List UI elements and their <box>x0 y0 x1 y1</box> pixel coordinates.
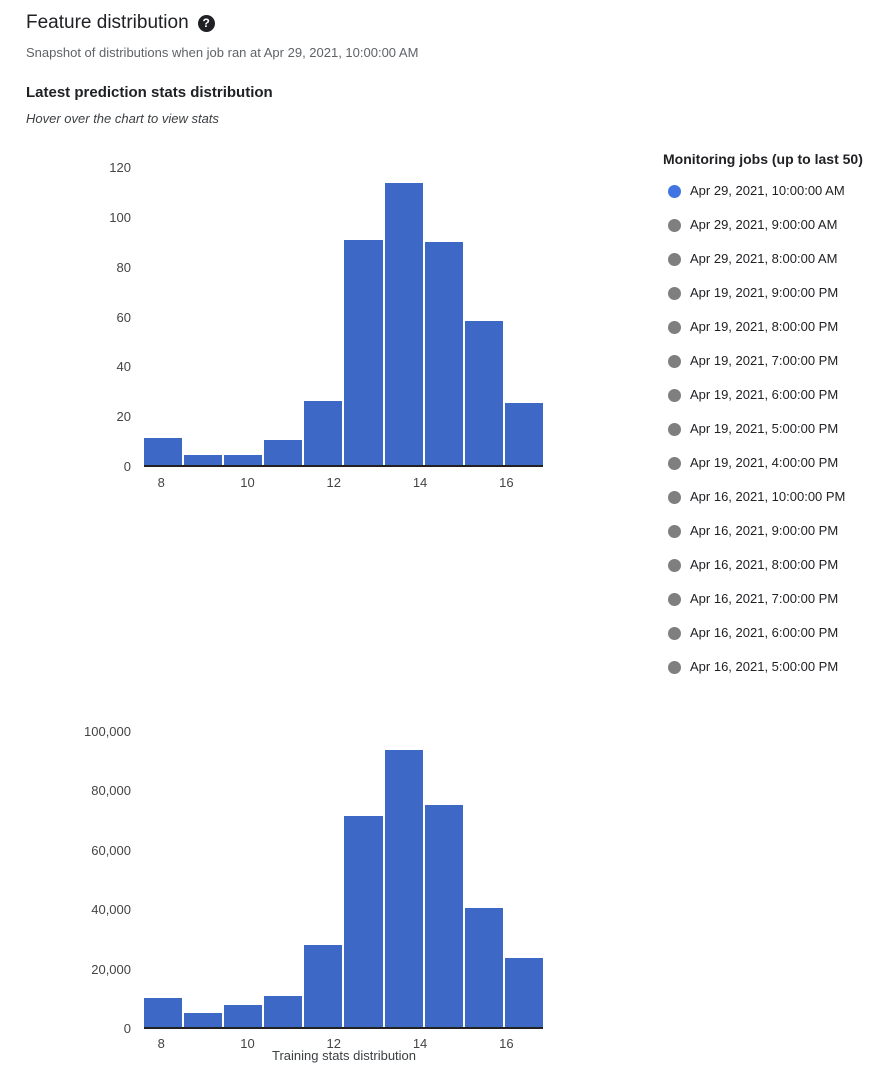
legend-title: Monitoring jobs (up to last 50) <box>663 151 863 167</box>
training-stats-histogram-plot[interactable] <box>144 732 543 1029</box>
histogram-bar[interactable] <box>505 958 543 1027</box>
job-dot-icon <box>668 355 681 368</box>
legend-item-label: Apr 19, 2021, 6:00:00 PM <box>690 387 839 402</box>
job-dot-icon <box>668 287 681 300</box>
histogram-bar[interactable] <box>264 996 302 1027</box>
histogram-bar[interactable] <box>304 401 342 465</box>
legend-item[interactable] <box>663 548 895 582</box>
job-dot-icon <box>668 389 681 402</box>
legend-item[interactable] <box>663 208 895 242</box>
legend-item[interactable] <box>663 276 895 310</box>
histogram-bar[interactable] <box>184 1013 222 1027</box>
legend-item-label: Apr 29, 2021, 8:00:00 AM <box>690 251 838 266</box>
y-axis-tick-label: 80,000 <box>91 783 131 799</box>
prediction-stats-histogram-plot[interactable] <box>144 168 543 467</box>
y-axis-tick-label: 20 <box>116 409 131 425</box>
histogram-bar[interactable] <box>264 440 302 465</box>
legend-item-label: Apr 16, 2021, 7:00:00 PM <box>690 591 839 606</box>
legend-item[interactable] <box>663 582 895 616</box>
legend-item-label: Apr 16, 2021, 9:00:00 PM <box>690 523 839 538</box>
legend-item[interactable] <box>663 650 895 684</box>
legend-item[interactable] <box>663 412 895 446</box>
x-axis-tick-label: 8 <box>157 1036 165 1051</box>
y-axis-tick-label: 80 <box>116 259 131 275</box>
histogram-bar[interactable] <box>505 403 543 465</box>
legend-item[interactable] <box>663 242 895 276</box>
legend-item-label: Apr 19, 2021, 9:00:00 PM <box>690 285 839 300</box>
legend-item[interactable] <box>663 344 895 378</box>
y-axis-tick-label: 20,000 <box>91 961 131 977</box>
page-title: Feature distribution <box>26 12 189 33</box>
legend-item-label: Apr 19, 2021, 5:00:00 PM <box>690 421 839 436</box>
legend-item-label: Apr 16, 2021, 8:00:00 PM <box>690 557 839 572</box>
monitoring-jobs-legend <box>663 150 895 684</box>
y-axis-tick-label: 40,000 <box>91 902 131 918</box>
y-axis-tick-label: 0 <box>123 1021 131 1036</box>
legend-item[interactable] <box>663 310 895 344</box>
histogram-bar[interactable] <box>304 945 342 1027</box>
legend-item-label: Apr 29, 2021, 10:00:00 AM <box>690 183 845 198</box>
x-axis-tick-label: 12 <box>326 1036 342 1051</box>
histogram-bar[interactable] <box>425 242 463 465</box>
legend-item-label: Apr 29, 2021, 9:00:00 AM <box>690 217 838 232</box>
job-dot-icon <box>668 253 681 266</box>
job-dot-icon <box>668 559 681 572</box>
legend-item[interactable] <box>663 514 895 548</box>
job-dot-icon <box>668 423 681 436</box>
y-axis-tick-label: 120 <box>109 160 131 175</box>
histogram-bar[interactable] <box>184 455 222 465</box>
legend-item[interactable] <box>663 616 895 650</box>
job-dot-icon <box>668 661 681 674</box>
histogram-bar[interactable] <box>385 750 423 1027</box>
y-axis-tick-label: 0 <box>123 459 131 474</box>
histogram-bar[interactable] <box>344 240 382 465</box>
legend-item-label: Apr 16, 2021, 6:00:00 PM <box>690 625 839 640</box>
x-axis-tick-label: 10 <box>240 1036 255 1051</box>
legend-item-label: Apr 19, 2021, 4:00:00 PM <box>690 455 839 470</box>
job-dot-icon <box>668 219 681 232</box>
training-axis-title: Training stats distribution <box>271 1048 417 1063</box>
x-axis-tick-label: 8 <box>157 475 165 490</box>
legend-item-label: Apr 16, 2021, 10:00:00 PM <box>690 489 846 504</box>
job-dot-icon <box>668 627 681 640</box>
histogram-bar[interactable] <box>224 1005 262 1027</box>
legend-item[interactable] <box>663 378 895 412</box>
y-axis-tick-label: 100,000 <box>84 724 131 739</box>
legend-item[interactable] <box>663 174 895 208</box>
job-dot-icon <box>668 491 681 504</box>
histogram-bar[interactable] <box>385 183 423 465</box>
hover-hint: Hover over the chart to view stats <box>26 111 219 126</box>
x-axis-tick-label: 14 <box>412 475 428 490</box>
job-dot-icon <box>668 457 681 470</box>
job-dot-icon <box>668 321 681 334</box>
y-axis-tick-label: 60 <box>116 309 131 325</box>
snapshot-subtitle: Snapshot of distributions when job ran at Apr 29, 2021, 10:00:00 AM <box>26 45 419 60</box>
histogram-bar[interactable] <box>144 438 182 465</box>
histogram-bar[interactable] <box>224 455 262 465</box>
histogram-bar[interactable] <box>465 908 503 1027</box>
y-axis-tick-label: 60,000 <box>91 842 131 858</box>
x-axis-tick-label: 14 <box>412 1036 428 1051</box>
histogram-bar[interactable] <box>465 321 503 465</box>
x-axis-tick-label: 12 <box>326 475 342 490</box>
legend-item[interactable] <box>663 480 895 514</box>
legend-item-label: Apr 19, 2021, 7:00:00 PM <box>690 353 839 368</box>
selected-job-dot-icon <box>668 185 681 198</box>
histogram-bar[interactable] <box>344 816 382 1028</box>
histogram-bar[interactable] <box>144 998 182 1027</box>
legend-item[interactable] <box>663 446 895 480</box>
help-icon[interactable]: ? <box>198 15 215 32</box>
job-dot-icon <box>668 525 681 538</box>
legend-item-label: Apr 19, 2021, 8:00:00 PM <box>690 319 839 334</box>
legend-item-label: Apr 16, 2021, 5:00:00 PM <box>690 659 839 674</box>
x-axis-tick-label: 16 <box>499 475 514 490</box>
prediction-section-heading: Latest prediction stats distribution <box>26 84 273 101</box>
x-axis-tick-label: 16 <box>499 1036 514 1051</box>
job-dot-icon <box>668 593 681 606</box>
legend-item-list <box>663 174 895 684</box>
x-axis-tick-label: 10 <box>240 475 255 490</box>
histogram-bar[interactable] <box>425 805 463 1027</box>
y-axis-tick-label: 40 <box>116 359 131 375</box>
y-axis-tick-label: 100 <box>109 209 131 225</box>
